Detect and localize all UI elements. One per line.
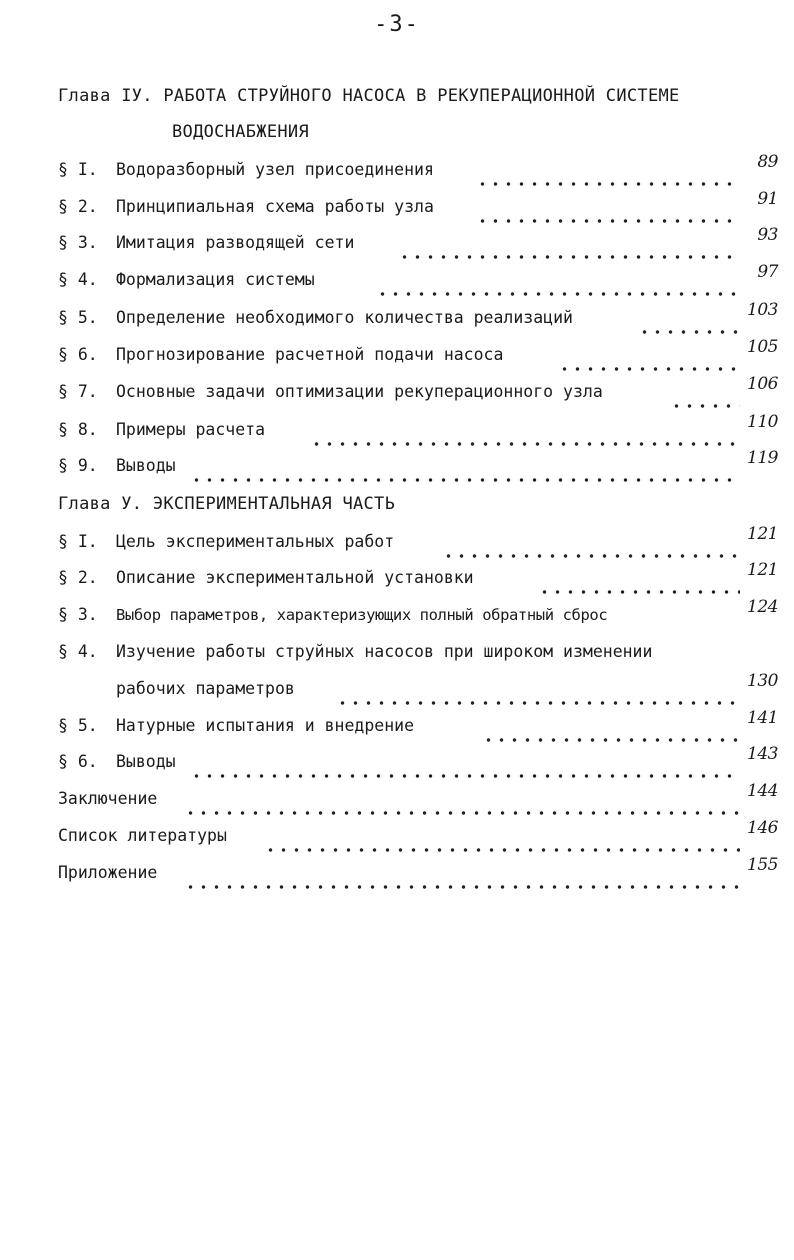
toc-entry bbox=[58, 448, 778, 486]
toc-entry bbox=[58, 560, 778, 598]
leader-dots bbox=[376, 292, 740, 296]
section-number: § 9. bbox=[58, 456, 98, 475]
section-number: § 5. bbox=[58, 308, 98, 327]
section-number: § 6. bbox=[58, 345, 98, 364]
page-ref: 105 bbox=[747, 337, 778, 357]
page-ref: 106 bbox=[747, 374, 778, 394]
toc-entry bbox=[58, 262, 778, 300]
section-title: Изучение работы струйных насосов при широком изменении bbox=[116, 642, 653, 661]
leader-dots bbox=[264, 848, 740, 852]
section-title: Выводы bbox=[116, 456, 176, 475]
section-title: Выбор параметров, характеризующих полный обратный сброс bbox=[116, 606, 608, 624]
leader-dots bbox=[482, 738, 740, 742]
page-number: -3- bbox=[374, 12, 420, 37]
page-ref: 144 bbox=[747, 781, 778, 801]
page-ref: 103 bbox=[747, 300, 778, 320]
page-ref: 121 bbox=[747, 560, 778, 580]
section-title-continuation: рабочих параметров bbox=[116, 679, 295, 698]
toc-entry bbox=[58, 300, 778, 338]
section-title: Заключение bbox=[58, 789, 158, 808]
page-ref: 110 bbox=[747, 412, 778, 432]
toc-entry bbox=[58, 708, 778, 746]
leader-dots bbox=[336, 701, 740, 705]
page-ref: 93 bbox=[757, 225, 778, 245]
page-ref: 130 bbox=[747, 671, 778, 691]
page-ref: 97 bbox=[757, 262, 778, 282]
toc-entry bbox=[58, 524, 778, 562]
section-title: Формализация системы bbox=[116, 270, 315, 289]
section-number: § I. bbox=[58, 160, 98, 179]
section-number: § 3. bbox=[58, 233, 98, 252]
section-number: § 5. bbox=[58, 716, 98, 735]
section-title: Прогнозирование расчетной подачи насоса bbox=[116, 345, 504, 364]
page-ref: 155 bbox=[747, 855, 778, 875]
toc-entry bbox=[58, 855, 778, 893]
page-ref: 146 bbox=[747, 818, 778, 838]
toc-entry bbox=[58, 225, 778, 263]
section-number: § 4. bbox=[58, 270, 98, 289]
section-title: Водоразборный узел присоединения bbox=[116, 160, 434, 179]
toc-entry bbox=[58, 337, 778, 375]
page-ref: 143 bbox=[747, 744, 778, 764]
toc-entry bbox=[58, 189, 778, 227]
section-title: Цель экспериментальных работ bbox=[116, 532, 395, 551]
leader-dots bbox=[310, 442, 740, 446]
section-number: § 8. bbox=[58, 420, 98, 439]
leader-dots bbox=[476, 219, 740, 223]
chapter-4-title-line-1: Глава IУ. РАБОТА СТРУЙНОГО НАСОСА В РЕКУПЕРАЦИОННОЙ СИСТЕМЕ bbox=[58, 86, 680, 106]
leader-dots bbox=[538, 590, 740, 594]
leader-dots bbox=[190, 774, 740, 778]
toc-entry bbox=[58, 781, 778, 819]
section-title: Принципиальная схема работы узла bbox=[116, 197, 434, 216]
section-title: Список литературы bbox=[58, 826, 227, 845]
page-ref: 121 bbox=[747, 524, 778, 544]
toc-entry bbox=[58, 412, 778, 450]
toc-entry bbox=[58, 818, 778, 856]
leader-dots bbox=[398, 255, 740, 259]
leader-dots bbox=[184, 811, 740, 815]
leader-dots bbox=[190, 478, 740, 482]
section-title: Натурные испытания и внедрение bbox=[116, 716, 415, 735]
section-number: § 2. bbox=[58, 568, 98, 587]
page-ref: 119 bbox=[747, 448, 778, 468]
page-ref: 91 bbox=[757, 189, 778, 209]
section-number: § 6. bbox=[58, 752, 98, 771]
leader-dots bbox=[184, 885, 740, 889]
section-number: § 7. bbox=[58, 382, 98, 401]
section-title: Основные задачи оптимизации рекуперационного узла bbox=[116, 382, 603, 401]
section-number: § I. bbox=[58, 532, 98, 551]
section-title: Определение необходимого количества реализаций bbox=[116, 308, 573, 327]
section-number: § 2. bbox=[58, 197, 98, 216]
section-title: Выводы bbox=[116, 752, 176, 771]
chapter-4-title bbox=[58, 86, 680, 142]
toc-entry-continuation bbox=[116, 671, 778, 709]
leader-dots bbox=[670, 404, 740, 408]
chapter-4-title-line-2: ВОДОСНАБЖЕНИЯ bbox=[172, 122, 309, 142]
toc-entry bbox=[58, 152, 778, 190]
section-number: § 4. bbox=[58, 642, 98, 661]
toc-entry bbox=[58, 597, 778, 635]
toc-entry bbox=[58, 744, 778, 782]
toc-entry bbox=[58, 374, 778, 412]
section-number: § 3. bbox=[58, 605, 98, 624]
leader-dots bbox=[476, 182, 740, 186]
leader-dots bbox=[638, 330, 740, 334]
page-ref: 89 bbox=[757, 152, 778, 172]
section-title: Описание экспериментальной установки bbox=[116, 568, 474, 587]
toc-entry bbox=[58, 642, 778, 672]
section-title: Примеры расчета bbox=[116, 420, 266, 439]
chapter-5-title: Глава У. ЭКСПЕРИМЕНТАЛЬНАЯ ЧАСТЬ bbox=[58, 494, 396, 514]
section-title: Имитация разводящей сети bbox=[116, 233, 355, 252]
page-ref: 141 bbox=[747, 708, 778, 728]
section-title: Приложение bbox=[58, 863, 158, 882]
leader-dots bbox=[442, 554, 740, 558]
leader-dots bbox=[558, 367, 740, 371]
page-ref: 124 bbox=[747, 597, 778, 617]
